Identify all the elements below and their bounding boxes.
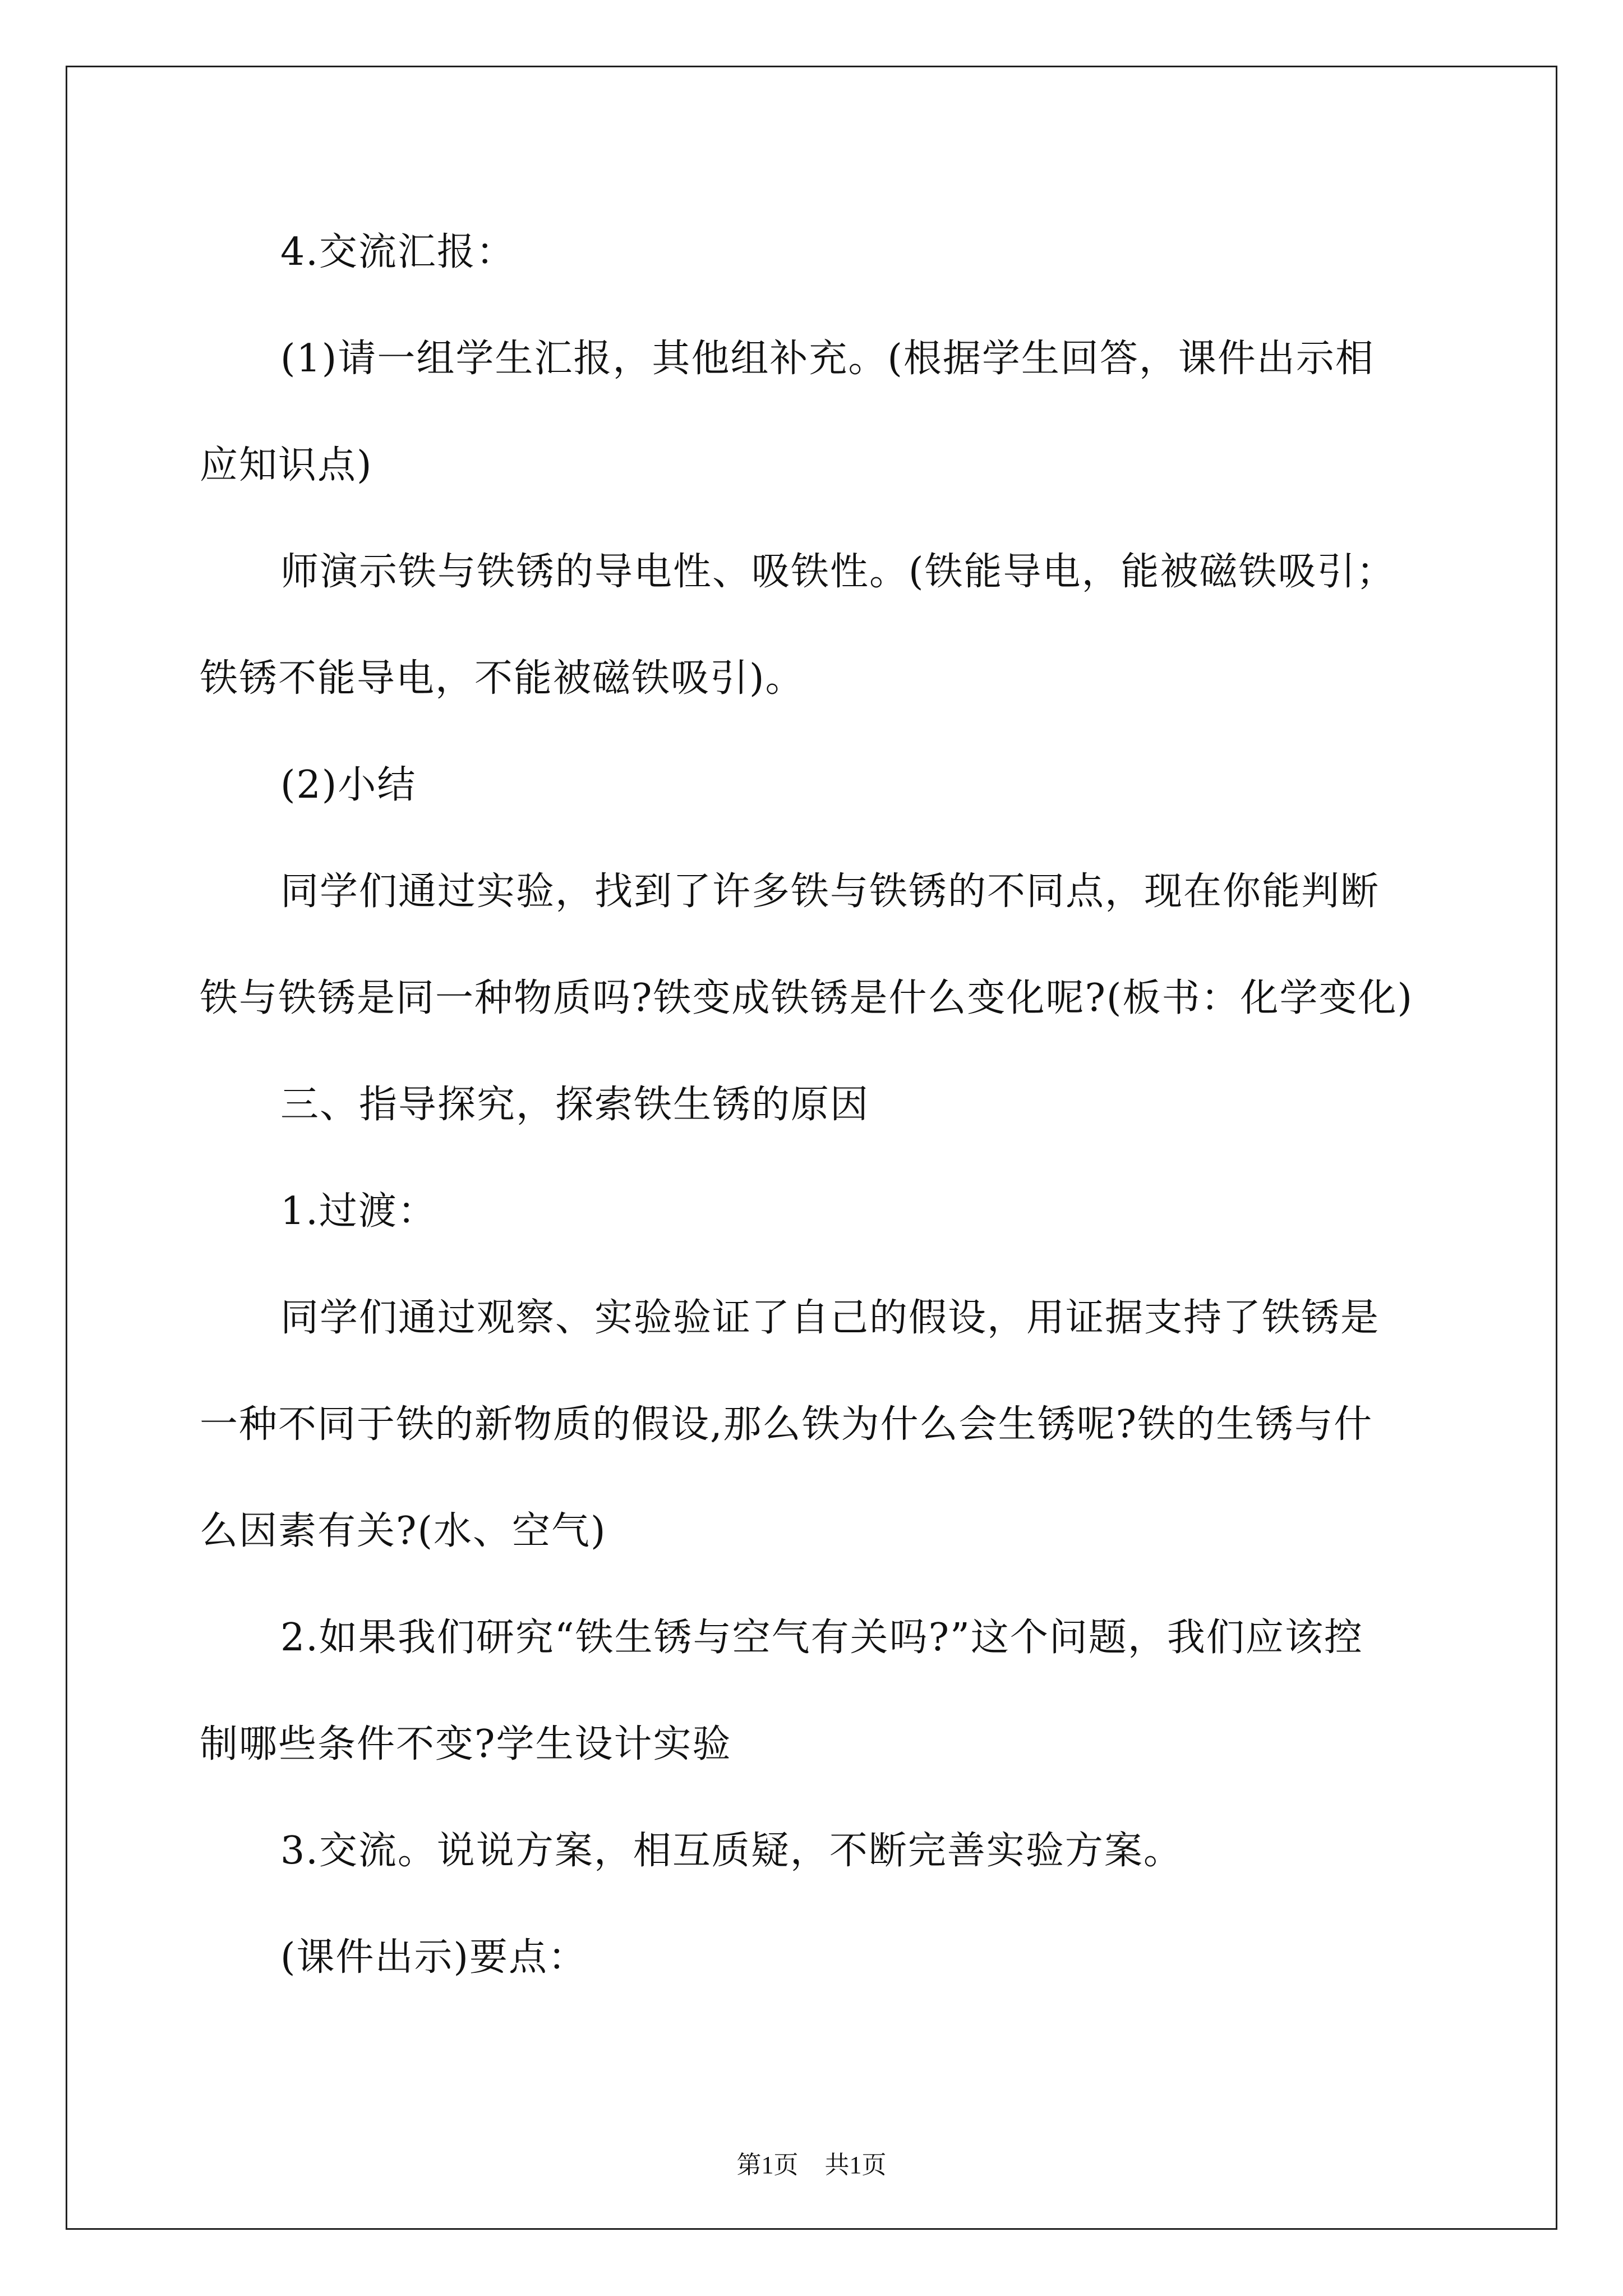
section-heading-rust-causes: 三、指导探究，探索铁生锈的原因 [280, 1083, 870, 1127]
paragraph-heading-summary: (2)小结 [280, 763, 417, 807]
paragraph-line: (1)请一组学生汇报，其他组补充。(根据学生回答，课件出示相 [280, 337, 1375, 381]
paragraph-line: 应知识点) [200, 443, 373, 487]
page-border [66, 66, 1557, 2230]
paragraph-line: 么因素有关?(水、空气) [200, 1509, 607, 1553]
paragraph-heading-transition: 1.过渡： [280, 1189, 437, 1234]
paragraph-line: 同学们通过实验，找到了许多铁与铁锈的不同点，现在你能判断 [280, 869, 1380, 914]
paragraph-heading-exchange-report: 4.交流汇报： [280, 230, 515, 274]
paragraph-line: 师演示铁与铁锈的导电性、吸铁性。(铁能导电，能被磁铁吸引； [280, 550, 1396, 594]
paragraph-line: 3.交流。说说方案，相互质疑，不断完善实验方案。 [280, 1829, 1183, 1873]
paragraph-line: 2.如果我们研究“铁生锈与空气有关吗?”这个问题，我们应该控 [280, 1616, 1363, 1660]
page-footer [0, 2148, 1623, 2182]
paragraph-heading-key-points: (课件出示)要点： [280, 1935, 588, 1980]
paragraph-line: 制哪些条件不变?学生设计实验 [200, 1722, 732, 1766]
page-number: 第1页 [736, 2151, 799, 2179]
paragraph-line: 一种不同于铁的新物质的假设,那么铁为什么会生锈呢?铁的生锈与什 [200, 1402, 1373, 1447]
paragraph-line: 同学们通过观察、实验验证了自己的假设，用证据支持了铁锈是 [280, 1296, 1380, 1340]
page-total: 共1页 [824, 2151, 887, 2179]
paragraph-line: 铁锈不能导电，不能被磁铁吸引)。 [200, 656, 805, 701]
paragraph-line: 铁与铁锈是同一种物质吗?铁变成铁锈是什么变化呢?(板书：化学变化) [200, 976, 1413, 1020]
